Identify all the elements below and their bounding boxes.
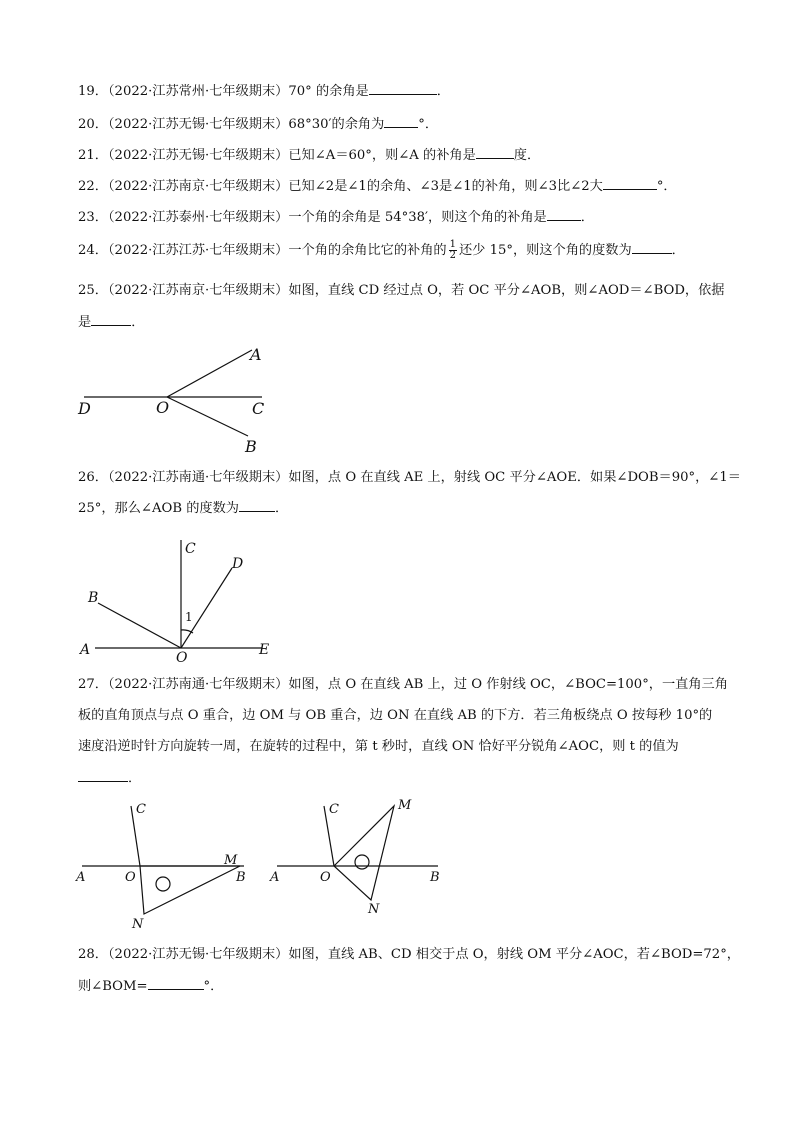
- question-28-line2: 则∠BOM= °．: [78, 979, 224, 994]
- label-c: C: [136, 802, 146, 817]
- label-d: D: [78, 399, 91, 418]
- question-22-text: 22．（2022·江苏南京·七年级期末）已知∠2是∠1的余角、∠3是∠1的补角，则∠3比∠2大: [78, 179, 603, 194]
- label-b: B: [236, 870, 246, 885]
- question-20: 20．（2022·江苏无锡·七年级期末）68°30′的余角为 °．: [78, 117, 439, 132]
- question-22: 22．（2022·江苏南京·七年级期末）已知∠2是∠1的余角、∠3是∠1的补角，则∠3比∠2大 °．: [78, 179, 677, 194]
- label-o: O: [125, 870, 136, 885]
- label-m: M: [224, 853, 238, 868]
- label-b: B: [430, 870, 440, 885]
- label-o: O: [156, 398, 170, 417]
- question-25-line1: 25．（2022·江苏南京·七年级期末）如图，直线 CD 经过点 O，若 OC 平分∠AOB，则∠AOD＝∠BOD，依据: [78, 283, 725, 298]
- label-b: B: [88, 590, 99, 606]
- label-d: D: [232, 556, 244, 572]
- question-19-text: 19．（2022·江苏常州·七年级期末）70° 的余角是: [78, 84, 369, 99]
- label-n: N: [368, 902, 380, 917]
- question-27-line1: 27．（2022·江苏南通·七年级期末）如图，点 O 在直线 AB 上，过 O 作射线 OC，∠BOC=100°，一直角三角: [78, 677, 728, 692]
- question-19: 19．（2022·江苏常州·七年级期末）70° 的余角是 ．: [78, 84, 450, 99]
- label-o: O: [176, 650, 188, 666]
- label-c: C: [185, 541, 196, 557]
- question-26-line2: 25°，那么∠AOB 的度数为 ．: [78, 501, 289, 516]
- triangle-hole: [355, 855, 369, 869]
- label-a: A: [250, 345, 262, 364]
- question-20-text: 20．（2022·江苏无锡·七年级期末）68°30′的余角为: [78, 117, 385, 132]
- question-27-line4: ．: [78, 769, 141, 788]
- label-n: N: [132, 917, 144, 932]
- question-21: 21．（2022·江苏无锡·七年级期末）已知∠A＝60°，则∠A 的补角是 度．: [78, 148, 541, 163]
- answer-blank-28[interactable]: [148, 977, 204, 990]
- label-c: C: [329, 802, 339, 817]
- question-23: 23．（2022·江苏泰州·七年级期末）一个角的余角是 54°38′，则这个角的补角是 ．: [78, 210, 594, 225]
- label-a: A: [76, 870, 86, 885]
- question-23-text: 23．（2022·江苏泰州·七年级期末）一个角的余角是 54°38′，则这个角的补角是: [78, 210, 547, 225]
- label-c: C: [252, 399, 265, 418]
- label-angle-1: 1: [185, 610, 193, 624]
- triangle-omn: [334, 806, 394, 900]
- question-27-line3: 速度沿逆时针方向旋转一周，在旋转的过程中，第 t 秒时，直线 ON 恰好平分锐角∠AOC，则 t 的值为: [78, 739, 679, 754]
- question-27-line2: 板的直角顶点与点 O 重合，边 OM 与 OB 重合，边 ON 在直线 AB 的下方．若三角板绕点 O 按每秒 10°的: [78, 708, 713, 723]
- question-26-line1: 26．（2022·江苏南通·七年级期末）如图，点 O 在直线 AE 上，射线 OC 平分∠AOE．如果∠DOB＝90°，∠1＝: [78, 470, 741, 485]
- question-24-text: 24．（2022·江苏江苏·七年级期末）一个角的余角比它的补角的: [78, 243, 447, 258]
- label-a: A: [80, 642, 91, 658]
- label-o: O: [320, 870, 331, 885]
- question-24: 24．（2022·江苏江苏·七年级期末）一个角的余角比它的补角的 $\frac{1}{2}$ 还少 15°，则这个角的度数为 ．: [78, 239, 685, 261]
- label-a: A: [270, 870, 280, 885]
- question-28-line1: 28．（2022·江苏无锡·七年级期末）如图，直线 AB、CD 相交于点 O，射线 OM 平分∠AOC，若∠BOD=72°，: [78, 947, 740, 962]
- question-25-line2: 是 ．: [78, 315, 145, 330]
- label-m: M: [398, 798, 412, 813]
- fraction-one-half: $\frac{1}{2}$: [449, 239, 456, 261]
- question-21-text: 21．（2022·江苏无锡·七年级期末）已知∠A＝60°，则∠A 的补角是: [78, 148, 476, 163]
- label-e: E: [259, 642, 270, 658]
- label-b: B: [245, 437, 257, 456]
